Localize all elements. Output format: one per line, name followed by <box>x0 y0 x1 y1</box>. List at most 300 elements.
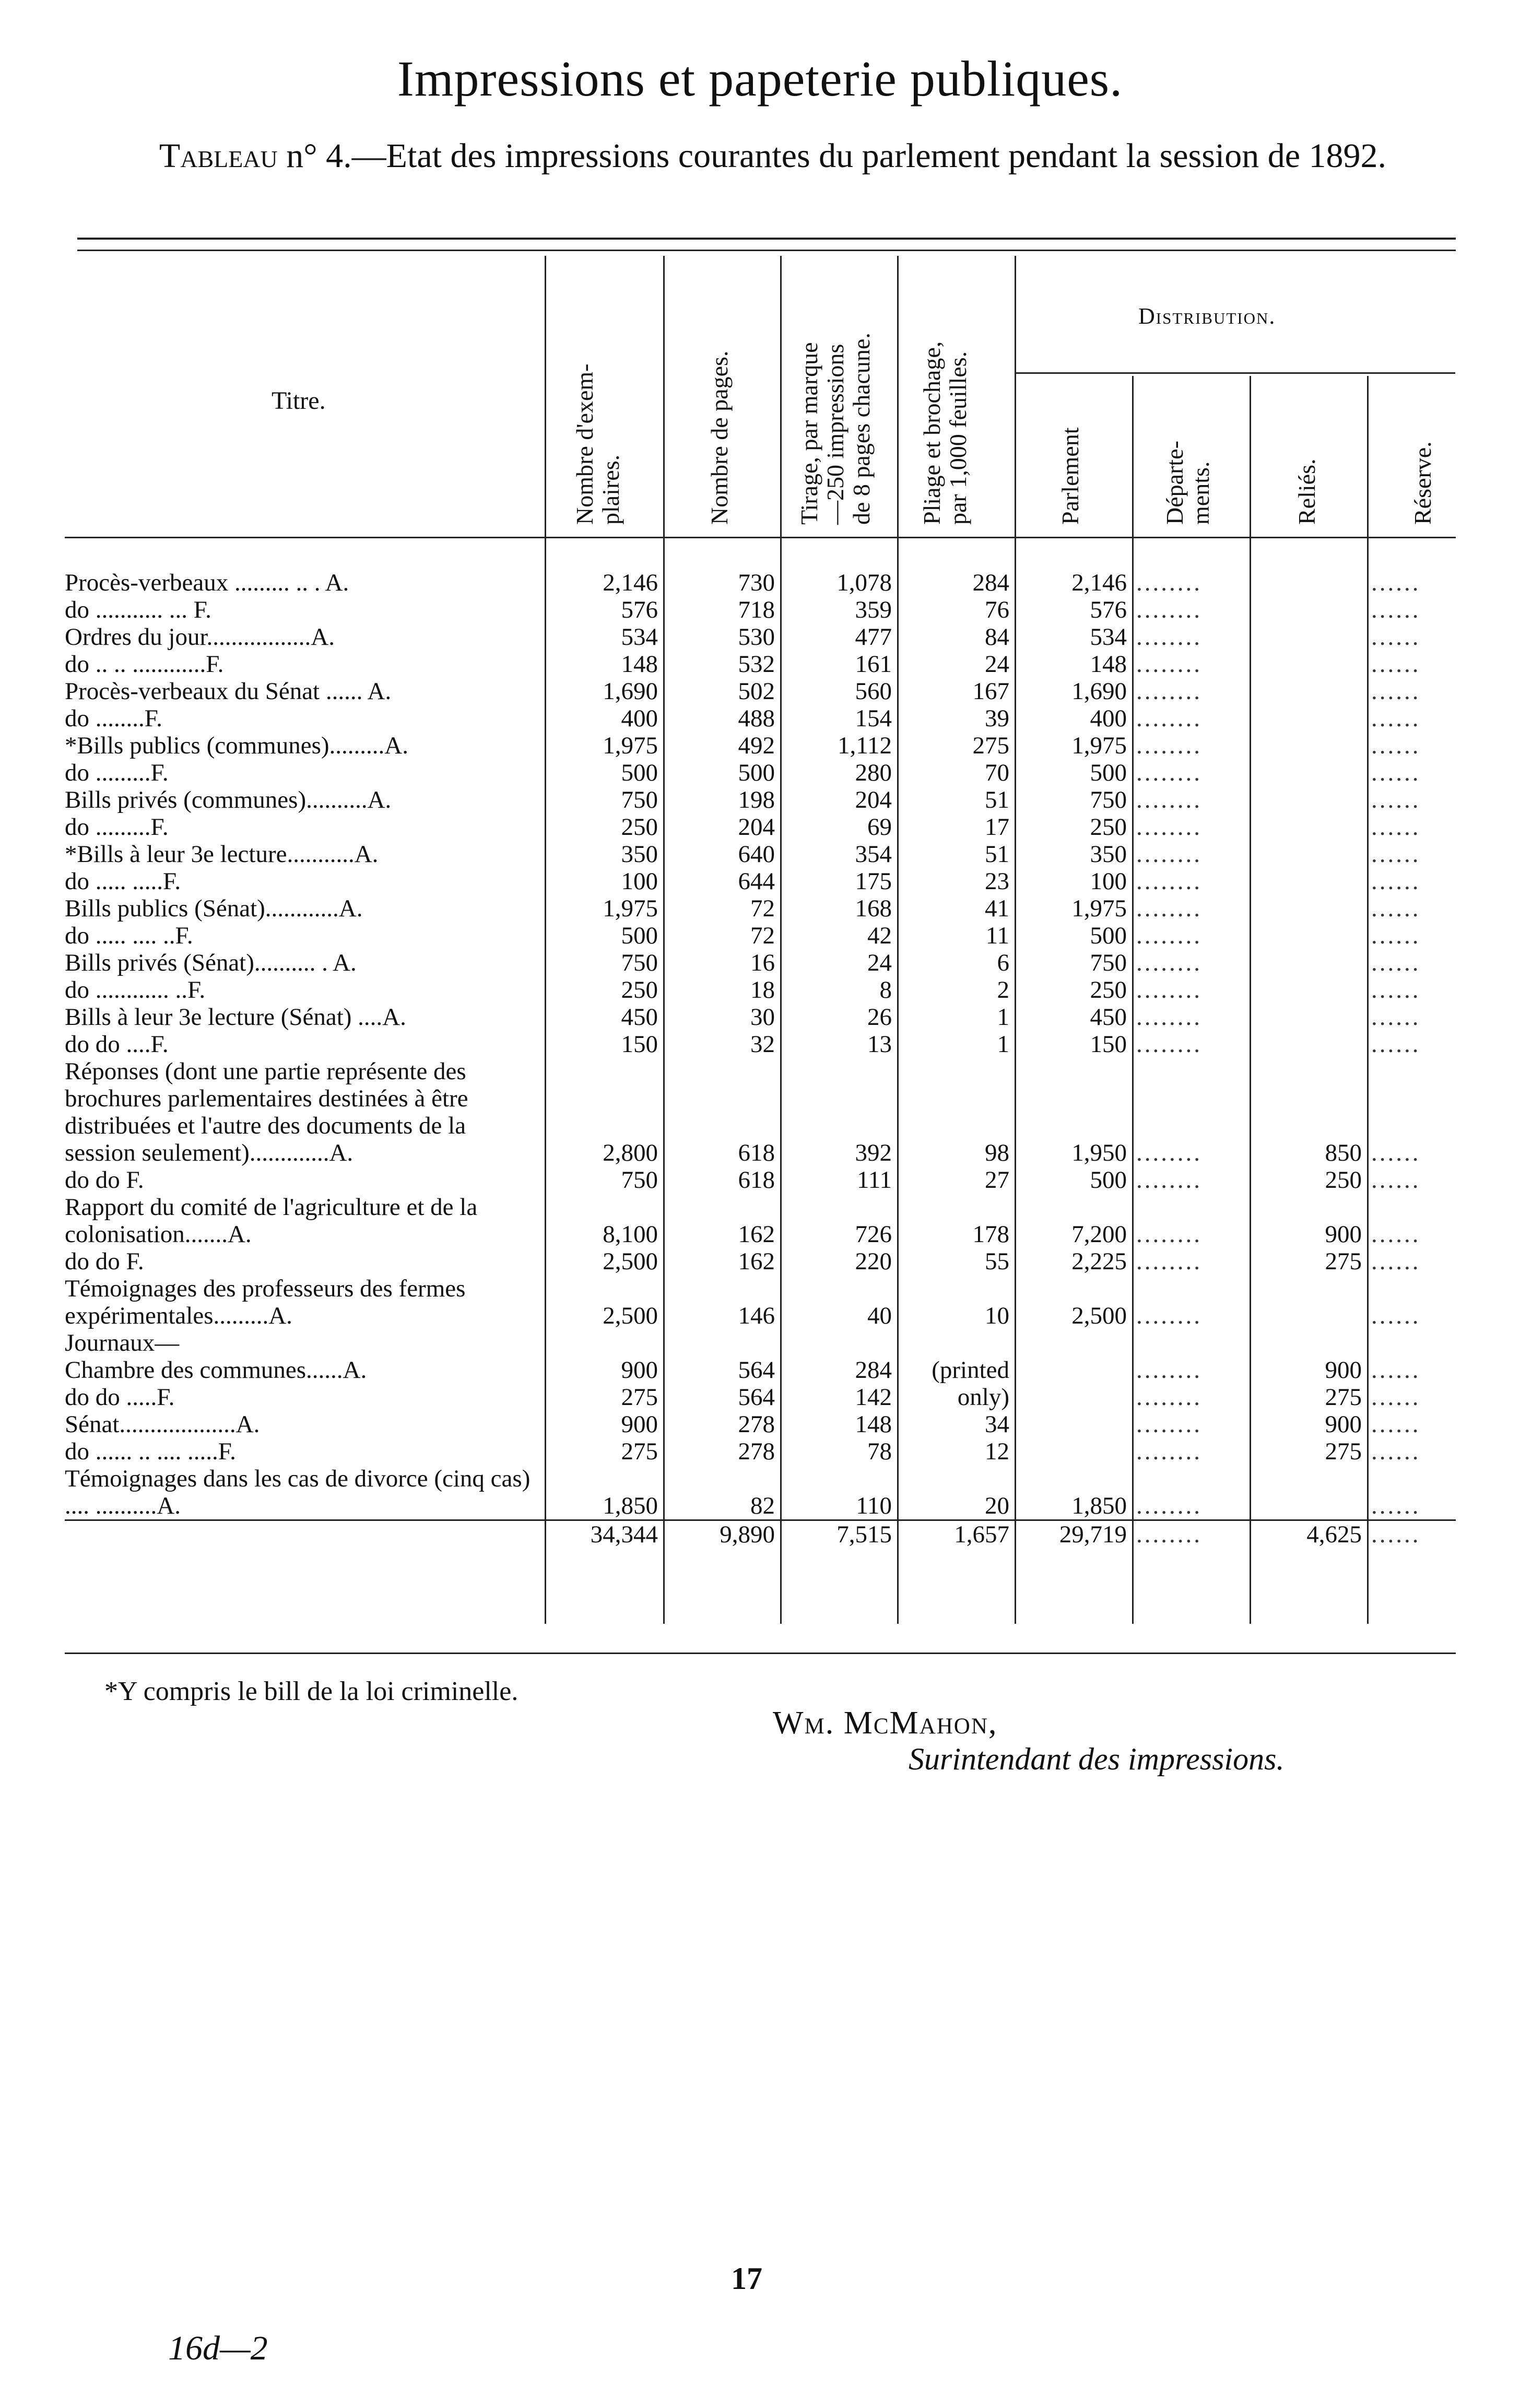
header-reserve: Réserve. <box>1409 441 1436 525</box>
cell-ti: 280 <box>855 759 892 786</box>
cell-departements: ........ <box>1136 841 1202 868</box>
cell-par: 2,225 <box>1071 1248 1127 1275</box>
row-title: Bills privés (communes)..........A. <box>65 786 392 813</box>
cell-relies <box>1250 651 1367 678</box>
cell-pg <box>663 1329 780 1356</box>
cell-ex: 750 <box>621 786 658 813</box>
cell-pg: 32 <box>750 1031 775 1058</box>
cell-pl: 275 <box>972 732 1009 759</box>
cell-departements: ........ <box>1136 813 1202 841</box>
row-title: Sénat...................A. <box>65 1411 260 1438</box>
cell-relies <box>1250 596 1367 623</box>
cell-par <box>1015 1438 1132 1465</box>
cell-pl: 6 <box>997 949 1009 976</box>
total-ti: 7,515 <box>836 1521 892 1548</box>
cell-ti <box>780 1329 897 1356</box>
row-title: do ..... .... ..F. <box>65 922 193 949</box>
cell-relies <box>1250 813 1367 841</box>
table-row <box>65 1058 1456 1166</box>
cell-reserve: ...... <box>1371 705 1421 732</box>
cell-reserve: ...... <box>1371 1438 1421 1465</box>
cell-reserve: ...... <box>1371 1356 1421 1384</box>
cell-departements: ........ <box>1136 922 1202 949</box>
signature-name: Wm. McMahon, <box>773 1705 998 1741</box>
cell-pg: 564 <box>738 1384 775 1411</box>
row-title: Rapport du comité de l'agriculture et de la colonisation.......A. <box>65 1194 478 1248</box>
table-row <box>65 976 1456 1004</box>
cell-relies: 900 <box>1325 1221 1362 1248</box>
header-pliage: Pliage et brochage, par 1,000 feuilles. <box>918 341 971 525</box>
cell-pl: 1 <box>997 1004 1009 1031</box>
cell-ti: 24 <box>867 949 892 976</box>
cell-pl: 167 <box>972 678 1009 705</box>
cell-par: 750 <box>1090 949 1127 976</box>
cell-reserve: ...... <box>1371 678 1421 705</box>
cell-reserve: ...... <box>1371 596 1421 623</box>
cell-pl: 20 <box>985 1492 1009 1519</box>
table-row <box>65 813 1456 841</box>
cell-ti: 354 <box>855 841 892 868</box>
cell-relies: 275 <box>1325 1438 1362 1465</box>
cell-pl: only) <box>957 1384 1009 1411</box>
cell-pg: 530 <box>738 623 775 651</box>
row-title: do do ....F. <box>65 1031 169 1058</box>
cell-par: 250 <box>1090 813 1127 841</box>
cell-relies <box>1250 1465 1367 1520</box>
table-row <box>65 895 1456 922</box>
table-row <box>65 759 1456 786</box>
cell-par <box>1015 1329 1132 1356</box>
cell-ti: 40 <box>867 1302 892 1329</box>
cell-ti: 142 <box>855 1384 892 1411</box>
cell-pl: 51 <box>985 786 1009 813</box>
cell-reserve: ...... <box>1371 1248 1421 1275</box>
row-title: Ordres du jour.................A. <box>65 623 335 651</box>
row-title: do do F. <box>65 1248 144 1275</box>
cell-par: 350 <box>1090 841 1127 868</box>
impressions-table <box>65 569 1456 1548</box>
cell-pl: 10 <box>985 1302 1009 1329</box>
cell-ex: 1,850 <box>603 1492 658 1519</box>
cell-pl: 76 <box>985 596 1009 623</box>
cell-par <box>1015 1356 1132 1384</box>
row-title: Bills privés (Sénat).......... . A. <box>65 949 357 976</box>
cell-ex: 250 <box>621 813 658 841</box>
cell-pg: 162 <box>738 1221 775 1248</box>
cell-departements: ........ <box>1136 1411 1202 1438</box>
table-row <box>65 678 1456 705</box>
row-title: Chambre des communes......A. <box>65 1356 367 1384</box>
cell-pl: 98 <box>985 1139 1009 1166</box>
cell-ti: 8 <box>879 976 892 1004</box>
cell-par <box>1015 1384 1132 1411</box>
cell-reserve: ...... <box>1371 922 1421 949</box>
cell-relies <box>1250 841 1367 868</box>
total-relies: 4,625 <box>1306 1521 1362 1548</box>
cell-departements: ........ <box>1136 623 1202 651</box>
cell-departements: ........ <box>1136 569 1202 596</box>
cell-reserve: ...... <box>1371 732 1421 759</box>
cell-departements: ........ <box>1136 1004 1202 1031</box>
header-departements: Départe- ments. <box>1161 441 1214 525</box>
cell-ex: 275 <box>621 1438 658 1465</box>
cell-par: 500 <box>1090 922 1127 949</box>
row-title: Bills à leur 3e lecture (Sénat) ....A. <box>65 1004 406 1031</box>
cell-pg: 618 <box>738 1139 775 1166</box>
row-title: do .........F. <box>65 759 169 786</box>
row-title: Procès-verbeaux du Sénat ...... A. <box>65 678 392 705</box>
cell-ex: 500 <box>621 922 658 949</box>
row-title: do ........... ... F. <box>65 596 211 623</box>
page-number: 17 <box>731 2261 762 2296</box>
cell-par: 400 <box>1090 705 1127 732</box>
table-row <box>65 1411 1456 1438</box>
top-rule-2 <box>77 250 1456 251</box>
cell-ti: 69 <box>867 813 892 841</box>
row-title: *Bills publics (communes).........A. <box>65 732 408 759</box>
header-titre: Titre. <box>272 387 326 415</box>
signature-role: Surintendant des impressions. <box>909 1742 1285 1776</box>
table-row <box>65 623 1456 651</box>
cell-pg: 640 <box>738 841 775 868</box>
cell-relies <box>1250 569 1367 596</box>
cell-ex: 900 <box>621 1356 658 1384</box>
total-pg: 9,890 <box>720 1521 775 1548</box>
cell-relies: 900 <box>1325 1356 1362 1384</box>
cell-ex: 450 <box>621 1004 658 1031</box>
cell-relies: 275 <box>1325 1248 1362 1275</box>
cell-departements: ........ <box>1136 949 1202 976</box>
cell-departements: ........ <box>1136 976 1202 1004</box>
cell-ti: 175 <box>855 868 892 895</box>
cell-pg: 146 <box>738 1302 775 1329</box>
cell-departements: ........ <box>1136 868 1202 895</box>
cell-ti: 1,078 <box>836 569 892 596</box>
cell-ti: 477 <box>855 623 892 651</box>
cell-pg: 532 <box>738 651 775 678</box>
table-row <box>65 705 1456 732</box>
cell-ti: 284 <box>855 1356 892 1384</box>
cell-reserve: ...... <box>1371 1004 1421 1031</box>
row-title: do ...... .. .... .....F. <box>65 1438 236 1465</box>
total-pl: 1,657 <box>954 1521 1009 1548</box>
row-title: Journaux— <box>65 1329 180 1356</box>
cell-pg: 488 <box>738 705 775 732</box>
cell-ex: 100 <box>621 868 658 895</box>
cell-relies <box>1250 1031 1367 1058</box>
cell-ti: 78 <box>867 1438 892 1465</box>
cell-ex: 8,100 <box>603 1221 658 1248</box>
cell-pg: 500 <box>738 759 775 786</box>
cell-pg: 82 <box>750 1492 775 1519</box>
cell-ti: 726 <box>855 1221 892 1248</box>
distribution-rule <box>1016 372 1455 374</box>
cell-reserve: ...... <box>1371 1031 1421 1058</box>
cell-pg: 72 <box>750 922 775 949</box>
cell-pl: 1 <box>997 1031 1009 1058</box>
table-row <box>65 1356 1456 1384</box>
row-title: do .........F. <box>65 813 169 841</box>
cell-reserve: ...... <box>1371 868 1421 895</box>
cell-pl: 51 <box>985 841 1009 868</box>
cell-departements: ........ <box>1136 1356 1202 1384</box>
cell-ti: 148 <box>855 1411 892 1438</box>
row-title: *Bills à leur 3e lecture...........A. <box>65 841 379 868</box>
cell-ti: 154 <box>855 705 892 732</box>
cell-ex: 576 <box>621 596 658 623</box>
cell-ex: 400 <box>621 705 658 732</box>
cell-ex: 2,146 <box>603 569 658 596</box>
cell-pl: 23 <box>985 868 1009 895</box>
cell-relies: 275 <box>1325 1384 1362 1411</box>
cell-departements: ........ <box>1136 1166 1202 1194</box>
cell-pl: (printed <box>932 1356 1009 1384</box>
cell-ex: 275 <box>621 1384 658 1411</box>
cell-relies <box>1250 732 1367 759</box>
table-row <box>65 1275 1456 1329</box>
cell-departements: ........ <box>1136 895 1202 922</box>
page-title: Impressions et papeterie publiques. <box>397 51 1123 107</box>
cell-reserve: ...... <box>1371 841 1421 868</box>
cell-reserve: ...... <box>1371 1302 1421 1329</box>
cell-departements <box>1132 1329 1250 1356</box>
cell-pg: 730 <box>738 569 775 596</box>
cell-ex: 148 <box>621 651 658 678</box>
cell-pl: 55 <box>985 1248 1009 1275</box>
table-row <box>65 596 1456 623</box>
total-par: 29,719 <box>1059 1521 1127 1548</box>
cell-pl <box>897 1329 1015 1356</box>
cell-par: 1,950 <box>1071 1139 1127 1166</box>
cell-ti: 560 <box>855 678 892 705</box>
header-exemplaires: Nombre d'exem- plaires. <box>571 363 624 525</box>
cell-pg: 564 <box>738 1356 775 1384</box>
cell-reserve: ...... <box>1371 651 1421 678</box>
cell-relies <box>1250 949 1367 976</box>
cell-ex: 2,500 <box>603 1302 658 1329</box>
cell-relies <box>1250 1275 1367 1329</box>
cell-departements: ........ <box>1136 786 1202 813</box>
cell-reserve: ...... <box>1371 1411 1421 1438</box>
cell-par: 100 <box>1090 868 1127 895</box>
cell-relies <box>1250 976 1367 1004</box>
cell-departements: ........ <box>1136 596 1202 623</box>
cell-pl: 27 <box>985 1166 1009 1194</box>
cell-pg: 492 <box>738 732 775 759</box>
cell-reserve: ...... <box>1371 569 1421 596</box>
cell-ex: 2,500 <box>603 1248 658 1275</box>
cell-reserve: ...... <box>1371 949 1421 976</box>
cell-relies: 900 <box>1325 1411 1362 1438</box>
cell-pg: 618 <box>738 1166 775 1194</box>
row-title: do do .....F. <box>65 1384 175 1411</box>
top-rule <box>77 238 1456 240</box>
row-title: Témoignages des professeurs des fermes expérimentales.........A. <box>65 1275 466 1329</box>
cell-pg: 16 <box>750 949 775 976</box>
cell-pg: 278 <box>738 1438 775 1465</box>
cell-ti: 13 <box>867 1031 892 1058</box>
caption-prefix: Tableau <box>159 137 278 175</box>
cell-relies <box>1250 1329 1367 1356</box>
cell-departements: ........ <box>1136 1248 1202 1275</box>
table-row <box>65 786 1456 813</box>
cell-pl: 34 <box>985 1411 1009 1438</box>
row-title: do ............ ..F. <box>65 976 206 1004</box>
cell-departements: ........ <box>1136 705 1202 732</box>
cell-reserve: ...... <box>1371 1221 1421 1248</box>
total-ex: 34,344 <box>590 1521 658 1548</box>
cell-reserve: ...... <box>1371 1139 1421 1166</box>
cell-pl: 17 <box>985 813 1009 841</box>
cell-par: 2,146 <box>1071 569 1127 596</box>
totals-row <box>65 1520 1456 1549</box>
cell-reserve: ...... <box>1371 759 1421 786</box>
caption-text: n° 4.—Etat des impressions courantes du parlement pendant la session de 1892. <box>277 137 1387 175</box>
cell-ex: 250 <box>621 976 658 1004</box>
cell-departements: ........ <box>1136 1384 1202 1411</box>
cell-reserve: ...... <box>1371 1492 1421 1519</box>
cell-par: 148 <box>1090 651 1127 678</box>
cell-reserve: ...... <box>1371 895 1421 922</box>
cell-par: 576 <box>1090 596 1127 623</box>
table-row <box>65 949 1456 976</box>
cell-ti: 204 <box>855 786 892 813</box>
cell-relies <box>1250 678 1367 705</box>
cell-par: 500 <box>1090 1166 1127 1194</box>
cell-departements: ........ <box>1136 1438 1202 1465</box>
cell-reserve: ...... <box>1371 786 1421 813</box>
cell-par: 250 <box>1090 976 1127 1004</box>
cell-par: 534 <box>1090 623 1127 651</box>
cell-pl: 178 <box>972 1221 1009 1248</box>
cell-pl: 39 <box>985 705 1009 732</box>
cell-par: 500 <box>1090 759 1127 786</box>
cell-par: 1,975 <box>1071 732 1127 759</box>
table-row <box>65 1248 1456 1275</box>
cell-relies <box>1250 759 1367 786</box>
cell-departements: ........ <box>1136 1031 1202 1058</box>
cell-relies: 250 <box>1325 1166 1362 1194</box>
cell-ex: 1,975 <box>603 895 658 922</box>
table-row <box>65 868 1456 895</box>
cell-pl: 11 <box>985 922 1009 949</box>
cell-ti: 392 <box>855 1139 892 1166</box>
cell-ti: 161 <box>855 651 892 678</box>
cell-par: 1,690 <box>1071 678 1127 705</box>
cell-pg: 18 <box>750 976 775 1004</box>
header-tirage: Tirage, par marque —250 impressions de 8 pages chacune. <box>796 333 875 525</box>
bottom-rule <box>65 1652 1456 1654</box>
footnote: *Y compris le bill de la loi criminelle. <box>104 1677 519 1706</box>
cell-ex: 900 <box>621 1411 658 1438</box>
cell-ex: 500 <box>621 759 658 786</box>
cell-relies <box>1250 922 1367 949</box>
table-row <box>65 1438 1456 1465</box>
table-row <box>65 1329 1456 1356</box>
totals-label <box>65 1520 545 1549</box>
cell-ex: 750 <box>621 1166 658 1194</box>
cell-pl: 2 <box>997 976 1009 1004</box>
cell-ti: 42 <box>867 922 892 949</box>
cell-ex: 350 <box>621 841 658 868</box>
cell-pg: 162 <box>738 1248 775 1275</box>
table-row <box>65 732 1456 759</box>
cell-par <box>1015 1411 1132 1438</box>
cell-pl: 41 <box>985 895 1009 922</box>
row-title: do ........F. <box>65 705 162 732</box>
cell-ex <box>545 1329 663 1356</box>
cell-departements: ........ <box>1136 651 1202 678</box>
cell-ti: 168 <box>855 895 892 922</box>
cell-departements: ........ <box>1136 1302 1202 1329</box>
cell-relies <box>1250 868 1367 895</box>
cell-pl: 70 <box>985 759 1009 786</box>
cell-ti: 220 <box>855 1248 892 1275</box>
cell-par: 7,200 <box>1071 1221 1127 1248</box>
cell-relies: 850 <box>1325 1139 1362 1166</box>
cell-par: 150 <box>1090 1031 1127 1058</box>
cell-reserve: ...... <box>1371 623 1421 651</box>
cell-ti: 26 <box>867 1004 892 1031</box>
table-row <box>65 651 1456 678</box>
cell-pg: 718 <box>738 596 775 623</box>
cell-pl: 284 <box>972 569 1009 596</box>
cell-ex: 2,800 <box>603 1139 658 1166</box>
cell-pg: 72 <box>750 895 775 922</box>
cell-pl: 84 <box>985 623 1009 651</box>
cell-pg: 278 <box>738 1411 775 1438</box>
table-caption <box>104 136 1441 176</box>
cell-ex: 534 <box>621 623 658 651</box>
row-title: do .. .. ............F. <box>65 651 224 678</box>
row-title: Témoignages dans les cas de divorce (cinq cas) .... ..........A. <box>65 1465 531 1519</box>
cell-pg: 198 <box>738 786 775 813</box>
row-title: Réponses (dont une partie représente des brochures parlementaires destinées à être distribuées et l'autre des documents de la session seulement).............A. <box>65 1058 468 1166</box>
cell-ti: 359 <box>855 596 892 623</box>
cell-reserve: ...... <box>1371 1166 1421 1194</box>
cell-relies <box>1250 895 1367 922</box>
table-row <box>65 841 1456 868</box>
table-row <box>65 1465 1456 1520</box>
header-parlement: Parlement <box>1057 427 1083 525</box>
cell-ex: 750 <box>621 949 658 976</box>
row-title: do do F. <box>65 1166 144 1194</box>
header-rule <box>65 537 1456 538</box>
cell-departements: ........ <box>1136 1492 1202 1519</box>
cell-reserve <box>1367 1329 1456 1356</box>
cell-reserve: ...... <box>1371 976 1421 1004</box>
cell-ex: 150 <box>621 1031 658 1058</box>
cell-ex: 1,975 <box>603 732 658 759</box>
total-reserve: ...... <box>1371 1521 1421 1548</box>
cell-departements: ........ <box>1136 732 1202 759</box>
cell-ti: 110 <box>856 1492 892 1519</box>
cell-pg: 644 <box>738 868 775 895</box>
cell-pg: 30 <box>750 1004 775 1031</box>
cell-departements: ........ <box>1136 678 1202 705</box>
table-row <box>65 1031 1456 1058</box>
cell-relies <box>1250 786 1367 813</box>
cell-relies <box>1250 1004 1367 1031</box>
cell-departements: ........ <box>1136 1139 1202 1166</box>
table-row <box>65 1004 1456 1031</box>
cell-ex: 1,690 <box>603 678 658 705</box>
cell-pg: 502 <box>738 678 775 705</box>
header-pages: Nombre de pages. <box>706 350 733 525</box>
cell-departements: ........ <box>1136 1221 1202 1248</box>
row-title: Procès-verbeaux ......... .. . A. <box>65 569 349 596</box>
header-relies: Reliés. <box>1293 458 1320 525</box>
